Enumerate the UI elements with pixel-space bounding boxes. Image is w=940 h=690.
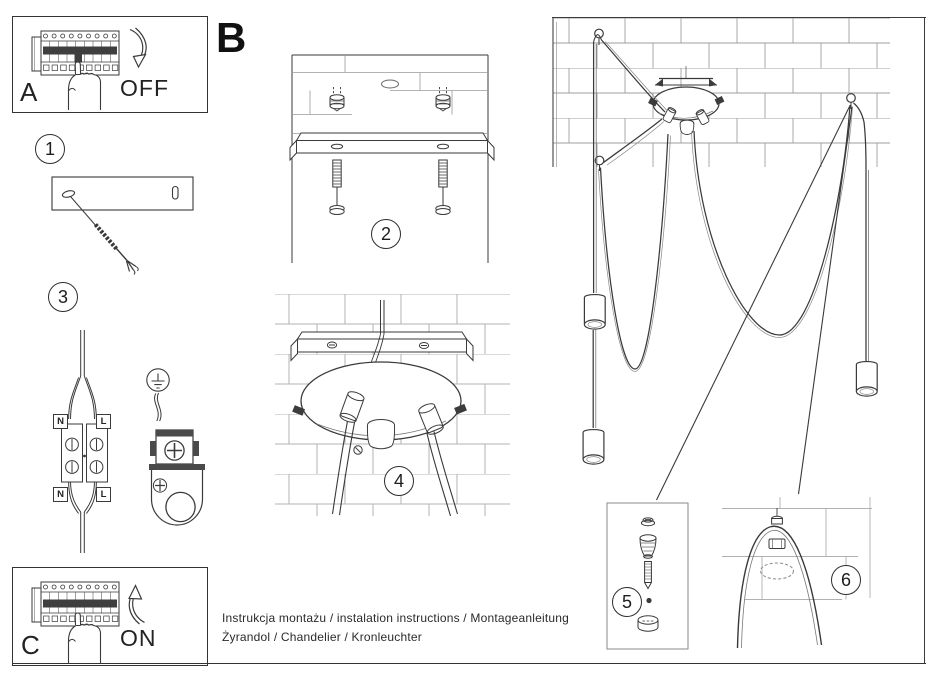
step-1-marker: 1 [35, 134, 65, 164]
footer-line-1: Instrukcja montażu / instalation instructions / Montageanleitung [222, 611, 569, 625]
circuit-breaker-off-illustration [13, 17, 207, 112]
hand-icon [69, 613, 101, 663]
ground-terminal [149, 393, 205, 525]
power-on-label: ON [120, 625, 157, 651]
step5-parts-box [607, 503, 688, 649]
panel-c-power-on [12, 567, 208, 666]
panel-a-power-off [12, 16, 208, 113]
circuit-breaker-on-illustration [13, 568, 207, 665]
footer-line-2: Żyrandol / Chandelier / Kronleuchter [222, 630, 422, 644]
terminal-label-l-bottom: L [96, 487, 111, 502]
mounting-bracket [290, 133, 494, 160]
pendant-lamp-1 [584, 295, 605, 330]
step-5-marker: 5 [612, 587, 642, 617]
arrow-up-icon [129, 586, 145, 625]
hand-icon [69, 62, 101, 110]
power-off-label: OFF [120, 75, 169, 101]
frame-right-line [924, 17, 925, 664]
frame-bottom-line [13, 663, 926, 664]
panel-c-letter: C [21, 630, 40, 660]
step-2-marker: 2 [371, 219, 401, 249]
section-b-label: B [216, 14, 247, 61]
arrow-down-icon [130, 28, 146, 67]
terminal-label-l-top: L [96, 414, 111, 429]
step-4-marker: 4 [384, 466, 414, 496]
brick-wall [553, 18, 890, 167]
mounting-plate-step1-illustration [45, 168, 195, 278]
terminal-label-n-bottom: N [53, 487, 68, 502]
step-3-marker: 3 [48, 282, 78, 312]
step-6-marker: 6 [831, 565, 861, 595]
terminal-label-n-top: N [53, 414, 68, 429]
wiring-step3-illustration [28, 312, 220, 565]
pendant-lamp-3 [856, 362, 877, 397]
pendant-lamp-2 [583, 430, 604, 465]
ground-symbol-icon [147, 369, 169, 391]
frame-top-line [552, 17, 926, 18]
chandelier-assembly-illustration [540, 12, 932, 668]
panel-a-letter: A [20, 77, 38, 107]
